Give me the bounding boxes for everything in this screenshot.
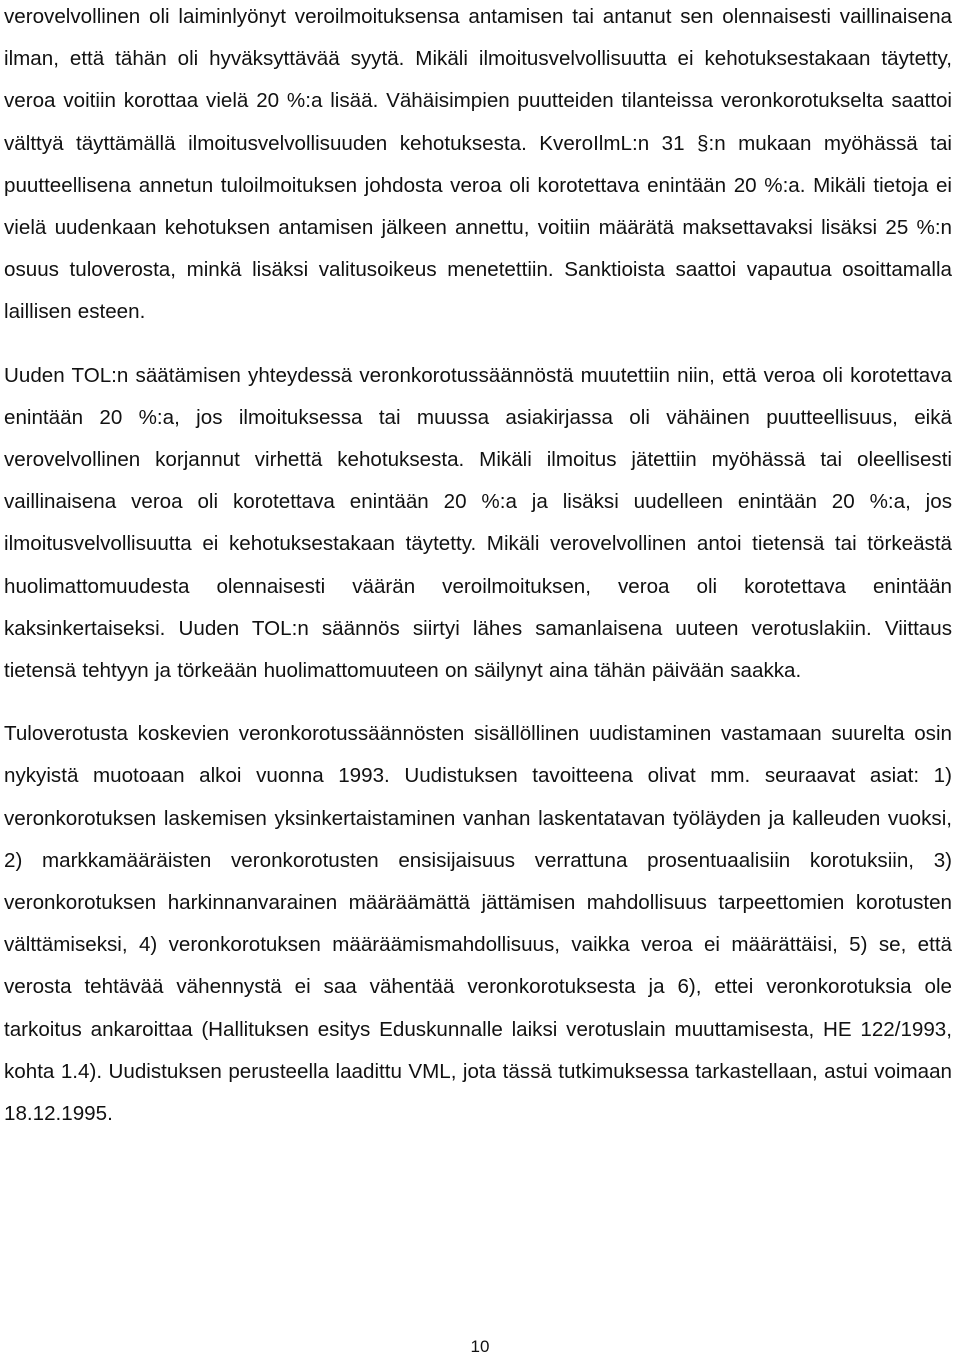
document-page [4, 0, 952, 1135]
body-paragraph: Tuloverotusta koskevien veronkorotussäännösten sisällöllinen uudistaminen vastamaan suurelta osin nykyistä muotoaan alkoi vuonna 1993. Uudistuksen tavoitteena olivat mm. seuraavat asiat: 1) veronkorotuksen laskemisen yksinkertaistaminen vanhan laskentatavan työläyden ja kalleuden vuoksi, 2) markkamääräisten veronkorotusten ensisijaisuus verrattuna prosentuaalisiin korotuksiin, 3) veronkorotuksen harkinnanvarainen määräämättä jättämisen mahdollisuus tarpeettomien korotusten välttämiseksi, 4) veronkorotuksen määräämismahdollisuus, vaikka veroa ei määrättäisi, 5) se, että verosta tehtävää vähennystä ei saa vähentää veronkorotuksesta ja 6), ettei veronkorotuksia ole tarkoitus ankaroittaa (Hallituksen esitys Eduskunnalle laiksi verotuslain muuttamisesta, HE 122/1993, kohta 1.4). Uudistuksen perusteella laadittu VML, jota tässä tutkimuksessa tarkastellaan, astui voimaan 18.12.1995. [4, 722, 952, 1126]
body-paragraph: verovelvollinen oli laiminlyönyt veroilmoituksensa antamisen tai antanut sen olennaisesti vaillinaisena ilman, että tähän oli hyväksyttävää syytä. Mikäli ilmoitusvelvollisuutta ei kehotuksestakaan täytetty, veroa voitiin korottaa vielä 20 %:a lisää. Vähäisimpien puutteiden tilanteissa veronkorotukselta saattoi välttyä täyttämällä ilmoitusvelvollisuuden kehotuksesta. KveroIlmL:n 31 §:n mukaan myöhässä tai puutteellisena annetun tuloilmoituksen johdosta veroa oli korotettava enintään 20 %:a. Mikäli tietoja ei vielä uudenkaan kehotuksen antamisen jälkeen annettu, voitiin määrätä maksettavaksi lisäksi 25 %:n osuus tuloverosta, minkä lisäksi valitusoikeus menetettiin. Sanktioista saattoi vapautua osoittamalla laillisen esteen. [4, 5, 952, 324]
body-paragraph: Uuden TOL:n säätämisen yhteydessä veronkorotussäännöstä muutettiin niin, että veroa oli korotettava enintään 20 %:a, jos ilmoituksessa tai muussa asiakirjassa oli vähäinen puutteellisuus, eikä verovelvollinen korjannut virhettä kehotuksesta. Mikäli ilmoitus jätettiin myöhässä tai oleellisesti vaillinaisena veroa oli korotettava enintään 20 %:a ja lisäksi uudelleen enintään 20 %:a, jos ilmoitusvelvollisuutta ei kehotuksestakaan täytetty. Mikäli verovelvollinen antoi tietensä tai törkeästä huolimattomuudesta olennaisesti väärän veroilmoituksen, veroa oli korotettava enintään kaksinkertaiseksi. Uuden TOL:n säännös siirtyi lähes samanlaisena uuteen verotuslakiin. Viittaus tietensä tehtyyn ja törkeään huolimattomuuteen on säilynyt aina tähän päivään saakka. [4, 363, 952, 683]
page-number: 10 [470, 1337, 490, 1356]
